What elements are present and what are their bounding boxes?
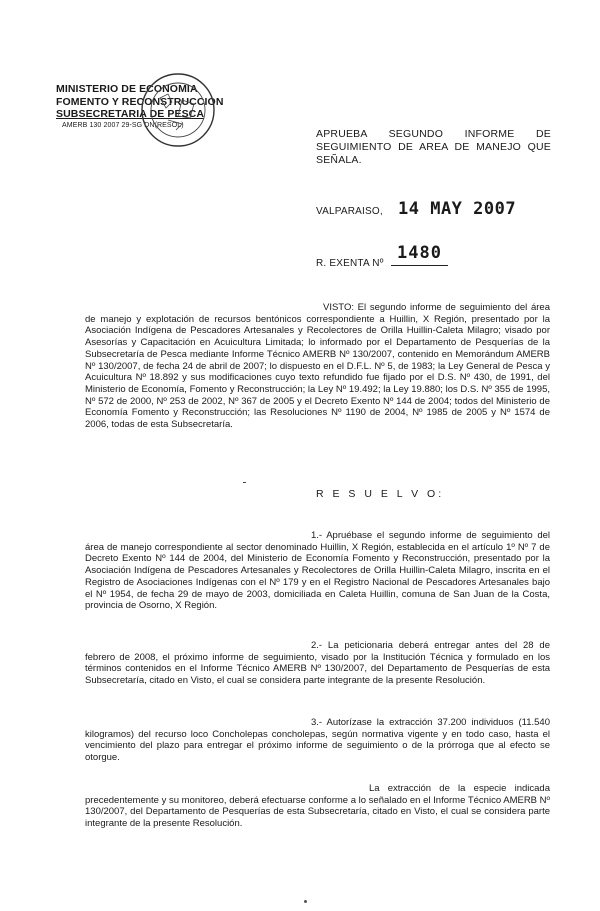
resuelvo-heading: R E S U E L V O:: [316, 488, 445, 500]
resolution-number-label: R. EXENTA Nº: [316, 258, 384, 269]
resolution-date-stamp: 14 MAY 2007: [398, 199, 517, 219]
header-line-3: SUBSECRETARIA DE PESCA: [56, 108, 205, 120]
resolution-number: 1480: [391, 243, 448, 266]
header-reference: AMERB 130 2007 29-SG DN(RESOL): [62, 121, 184, 129]
item-4-text: La extracción de la especie indicada precedentemente y su monitoreo, deberá efectuarse conforme a lo señalado en el Informe Técnico AMERB Nº 130/2007, del Departamento de Pesquerías de esta Subsecretaría, citado en Visto, el cual se considera parte integrante de la presente Resolución.: [85, 783, 550, 830]
visto-text: VISTO: El segundo informe de seguimiento del área de manejo y explotación de recursos bentónicos correspondiente a Huillin, X Región, presentado por la Asociación Indígena de Pescadores Artesanales y Recolectores de Orilla Huillin-Caleta Milagro; visado por Asesorías y Capacitación en Acuicultura Limitada; lo informado por el Departamento de Pesquerías de la Subsecretaría de Pesca mediante Informe Técnico AMERB Nº 130/2007, contenido en Memorándum AMERB Nº 130/2007, de fecha 24 de abril de 2007; lo dispuesto en el D.F.L. Nº 5, de 1983; la Ley General de Pesca y Acuicultura Nº 18.892 y sus modificaciones cuyo texto refundido fue fijado por el D.S. Nº 430, de 1991, del Ministerio de Economía, Fomento y Reconstrucción; la Ley Nº 19.492; la Ley 19.880; los D.S. Nº 355 de 1995, Nº 572 de 2000, Nº 253 de 2002, Nº 367 de 2005 y el Decreto Exento Nº 144 de 2004; todos del Ministerio de Economía Fomento y Reconstrucción; las Resoluciones Nº 1190 de 2004, Nº 1985 de 2005 y Nº 1574 de 2006, todas de esta Subsecretaría.: [85, 302, 550, 431]
resolution-item-2: [85, 640, 550, 687]
item-1-text: 1.- Apruébase el segundo informe de seguimiento del área de manejo correspondiente al sector denominado Huillin, X Región, establecida en el artículo 1º Nº 7 de Decreto Exento Nº 144 de 2004, del Ministerio de Economía Fomento y Reconstrucción, presentado por la Asociación Indígena de Pescadores Artesanales y Recolectores de Orilla Huillin-Caleta Milagro, inscrita en el Registro de Asociaciones Indígenas con el Nº 179 y en el Registro Nacional de Pescadores Artesanales bajo el Nº 1954, de fecha 29 de mayo de 2003, domiciliada en Caleta Huillin, comuna de San Juan de la Costa, provincia de Osorno, X Región.: [85, 530, 550, 612]
scan-speck: [304, 900, 307, 903]
resolution-item-1: [85, 530, 550, 612]
official-seal-stamp: [138, 70, 218, 150]
item-2-text: 2.- La peticionaria deberá entregar antes del 28 de febrero de 2008, el próximo informe de seguimiento, visado por la Institución Técnica y formulado en los términos contenidos en el Informe Técnico AMERB Nº 130/2007, del Departamento de Pesquerías de esta Subsecretaría, citado en Visto, el cual se considera parte integrante de la presente Resolución.: [85, 640, 550, 687]
divider-mark: [243, 482, 246, 483]
header-line-2: FOMENTO Y RECONSTRUCCION: [56, 95, 224, 108]
resolution-item-3: [85, 717, 550, 764]
resolution-item-4: [85, 783, 550, 830]
item-3-text: 3.- Autorízase la extracción 37.200 individuos (11.540 kilogramos) del recurso loco Concholepas concholepas, según normativa vigente y en todo caso, hasta el vencimiento del plazo para entregar el próximo informe de seguimiento o de la prórroga que al efecto se otorgue.: [85, 717, 550, 764]
header-line-1: MINISTERIO DE ECONOMIA: [56, 83, 198, 95]
resolution-subject: APRUEBA SEGUNDO INFORME DE SEGUIMIENTO DE AREA DE MANEJO QUE SEÑALA.: [316, 128, 551, 166]
visto-paragraph: [85, 302, 550, 431]
place-city: VALPARAISO,: [316, 206, 383, 217]
